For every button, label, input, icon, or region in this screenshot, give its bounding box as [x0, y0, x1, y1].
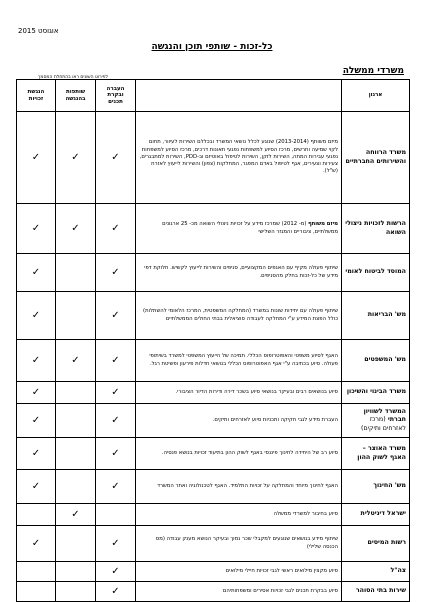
header-info — [136, 80, 342, 112]
org-name-cell — [342, 404, 410, 438]
check-cell — [17, 382, 56, 404]
check-cell — [96, 112, 136, 204]
table-row — [17, 254, 410, 292]
check-cell — [96, 204, 136, 254]
info-cell — [136, 470, 342, 504]
org-name: שירות בתי הסוהר — [355, 587, 406, 595]
check-cell — [56, 404, 96, 438]
table-row — [17, 582, 410, 602]
check-cell — [17, 254, 56, 292]
check-cell — [56, 254, 96, 292]
check-cell — [17, 112, 56, 204]
table-row — [17, 438, 410, 470]
check-cell — [56, 504, 96, 526]
table-body — [17, 112, 410, 602]
org-name: מש' החינוך — [373, 482, 406, 490]
info-text: שיתוף פעולה עם יחידות שונות במשרד (המחלקה המשפטית, המרכז הלאומי להשתלות) כולל הפצת המידע ע"י המחלקה לעבודה סוציאלית בבתי החולים הממשלתיים — [143, 308, 338, 322]
org-name: מש' הבריאות — [367, 311, 406, 319]
section-title: משרדי ממשלה — [342, 66, 404, 76]
org-name: צה"ל — [390, 567, 406, 575]
org-name: מש' המשפטים — [364, 356, 406, 364]
info-cell — [136, 404, 342, 438]
checkmark-icon: ✓ — [71, 152, 80, 163]
info-text: שיתוף פעולה מקיף עם האגפים המקצועיים, סניפים והשירות לייעוץ לקשיש. חלוקת דפי מידע של כל-זכות בחלק מהסניפים. — [144, 265, 338, 279]
check-cell — [17, 438, 56, 470]
org-name: משרד האוצר – האגף לשוק ההון — [357, 445, 406, 461]
checkmark-icon: ✓ — [71, 509, 80, 520]
info-cell — [136, 204, 342, 254]
info-bold-prefix: מיזם משותף — [308, 221, 338, 228]
check-cell — [17, 204, 56, 254]
org-name: הרשות לזכויות ניצולי השואה — [345, 220, 406, 236]
info-text: סיוע רב של היחידה לחינוך פיננסי באגף לשוק ההון בתיעוד זכויות בנושא פנסיה. — [161, 449, 338, 456]
table-row — [17, 562, 410, 582]
checkmark-icon: ✓ — [31, 355, 41, 366]
check-cell — [96, 382, 136, 404]
checkmark-icon: ✓ — [111, 152, 120, 163]
info-cell — [136, 438, 342, 470]
info-text: סיוע בחיבור למשרדי ממשלה — [273, 510, 338, 517]
check-cell — [96, 526, 136, 562]
header-org: ארגון — [342, 80, 410, 112]
org-name-cell — [342, 204, 410, 254]
check-cell — [56, 292, 96, 340]
org-name-cell — [342, 340, 410, 382]
partners-table — [16, 79, 410, 602]
table-row — [17, 340, 410, 382]
table-row — [17, 470, 410, 504]
document-title: כל-זכות - שותפי תוכן והנגשה — [151, 42, 273, 52]
info-text: סיוע מקצין מילואים ראשי לגבי זכויות חיילי מילואים — [225, 567, 338, 574]
table-row — [17, 112, 410, 204]
org-name-cell — [342, 112, 410, 204]
check-cell — [56, 562, 96, 582]
table-row — [17, 204, 410, 254]
table-footnote: לפירוט השונים ראו בהתחלת המסמך — [38, 75, 109, 80]
checkmark-icon: ✓ — [31, 267, 41, 278]
info-cell — [136, 112, 342, 204]
org-name-cell — [342, 292, 410, 340]
check-cell — [96, 438, 136, 470]
org-name: המשרד לשוויון חברתי — [363, 408, 406, 424]
org-subtitle: (מרכז לאזרחים ותיקים) — [361, 416, 406, 432]
table-row — [17, 404, 410, 438]
org-name: משרד הבינוי והשיכון — [346, 388, 406, 396]
check-cell — [96, 582, 136, 602]
org-name-cell — [342, 562, 410, 582]
info-text: האגף לסיוע משפטי והאפוטרופוס הכללי. תמיכה של הייעוץ המשפטי למשרד בשיתופי פעולה. סיוע בכתיבה ע"י אגף האפוטרופוס הכללי בנושאי חדלות פירעון ופשיטת רגל. — [149, 353, 338, 367]
check-cell — [56, 112, 96, 204]
info-text: האגף לחינוך מיוחד והמחלקה על זכויות התלמיד. האגף לטכנולוגיה ואתר המשרד — [157, 482, 338, 489]
check-cell — [96, 504, 136, 526]
check-cell — [17, 340, 56, 382]
checkmark-icon: ✓ — [31, 387, 41, 398]
check-cell — [56, 526, 96, 562]
check-cell — [17, 292, 56, 340]
header-transfer: העברה ובקרת תכנים — [96, 80, 136, 112]
check-cell — [96, 562, 136, 582]
info-text: סיוע בבקרת תכנים לגבי זכויות אסירים ומשפחותיהם — [222, 587, 338, 594]
header-accessibility: הנגשת זכויות — [17, 80, 56, 112]
checkmark-icon: ✓ — [111, 355, 120, 366]
org-name-cell — [342, 382, 410, 404]
info-cell — [136, 254, 342, 292]
org-name: רשות המיסים — [367, 539, 406, 547]
checkmark-icon: ✓ — [31, 223, 41, 234]
checkmark-icon: ✓ — [111, 586, 120, 597]
checkmark-icon: ✓ — [111, 310, 120, 321]
table-row — [17, 504, 410, 526]
org-name-cell — [342, 582, 410, 602]
org-name-cell — [342, 470, 410, 504]
check-cell — [17, 504, 56, 526]
check-cell — [56, 204, 96, 254]
table-row — [17, 526, 410, 562]
checkmark-icon: ✓ — [111, 448, 120, 459]
check-cell — [96, 292, 136, 340]
check-cell — [56, 438, 96, 470]
check-cell — [56, 582, 96, 602]
org-name-cell — [342, 526, 410, 562]
document-date: אוגוסט 2015 — [18, 27, 59, 35]
table-row — [17, 382, 410, 404]
org-name-cell — [342, 438, 410, 470]
info-cell — [136, 340, 342, 382]
info-cell — [136, 582, 342, 602]
table-row — [17, 292, 410, 340]
checkmark-icon: ✓ — [111, 566, 120, 577]
checkmark-icon: ✓ — [111, 223, 120, 234]
checkmark-icon: ✓ — [111, 481, 120, 492]
info-cell — [136, 526, 342, 562]
checkmark-icon: ✓ — [111, 387, 120, 398]
check-cell — [17, 526, 56, 562]
check-cell — [96, 340, 136, 382]
check-cell — [17, 404, 56, 438]
info-cell — [136, 382, 342, 404]
check-cell — [96, 470, 136, 504]
org-name-cell — [342, 504, 410, 526]
table-header-row — [17, 80, 410, 112]
org-name: ישראל דיגיטלית — [360, 510, 406, 518]
checkmark-icon: ✓ — [111, 538, 120, 549]
check-cell — [96, 404, 136, 438]
checkmark-icon: ✓ — [31, 448, 41, 459]
check-cell — [17, 562, 56, 582]
info-text: סיוע בנושאים רבים ובעיקר בנושאי סיוע בשכר דירה ודירות הדיור הציבורי. — [175, 388, 338, 395]
org-name: משרד הרווחה והשירותים החברתיים — [345, 149, 406, 165]
check-cell — [17, 470, 56, 504]
info-text: שיתוף מידע בנושאים שנוגעים למקבלי שכר נמוך ובעיקר הנושא מענק עבודה (מס הכנסה שלילי) — [155, 536, 338, 550]
org-name: המוסד לביטוח לאומי — [345, 268, 406, 276]
info-cell — [136, 504, 342, 526]
check-cell — [56, 382, 96, 404]
check-cell — [56, 340, 96, 382]
checkmark-icon: ✓ — [31, 310, 41, 321]
info-text: העברת מידע לגבי חקיקה ותכניות סיוע לאזרחים ותיקים. — [212, 416, 338, 423]
info-text: (מ- 2012) שמרכז מידע על זכויות ניצולי השואה מכ- 25 ארגונים ממשלתיים, ציבוריים והמגזר השלישי — [162, 221, 338, 235]
checkmark-icon: ✓ — [111, 267, 120, 278]
checkmark-icon: ✓ — [71, 223, 80, 234]
info-cell — [136, 562, 342, 582]
checkmark-icon: ✓ — [71, 355, 80, 366]
check-cell — [96, 254, 136, 292]
org-name-cell — [342, 254, 410, 292]
check-cell — [17, 582, 56, 602]
header-sponsorship: שותפות בהנגשה — [56, 80, 96, 112]
check-cell — [56, 470, 96, 504]
checkmark-icon: ✓ — [111, 415, 120, 426]
info-text: מיזם משותף (2013-2014) שנוגע לכלל נושאי המשרד ובכללם השירות לעיוור, תחום לקוי שמיעה וחרשים, מרכז הסיוע למשפחות נפגעי תאונות דרכים, מרכז הסיוע למשפחות נפגעי עבירות המתה, השירות לזקן, השירות לטיפול באוטיזם וב-PDD, השירות למתבגרים, צעירות וצעירים, אגף לטיפול באדם המפגר, המחלקות (צפון) והשירות לייעוץ לאזרח (ש"ל). — [139, 139, 338, 175]
info-cell — [136, 292, 342, 340]
checkmark-icon: ✓ — [31, 481, 41, 492]
checkmark-icon: ✓ — [31, 415, 41, 426]
checkmark-icon: ✓ — [31, 152, 41, 163]
checkmark-icon: ✓ — [31, 538, 41, 549]
